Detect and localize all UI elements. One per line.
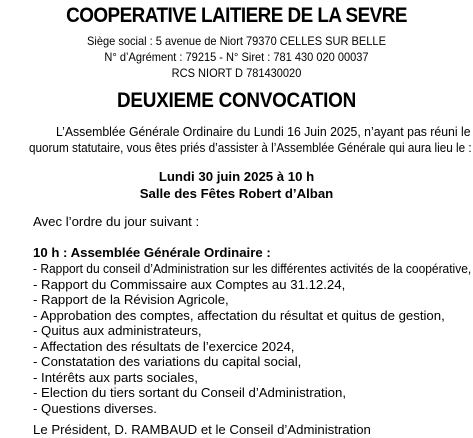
intro-line-2: quorum statutaire, vous êtes priés d’assister à l’Assemblée Générale qui aura lieu le : — [29, 140, 472, 155]
organization-name: COOPERATIVE LAITIERE DE LA SEVRE — [66, 4, 407, 27]
agenda-item: - Constatation des variations du capital social, — [33, 354, 302, 369]
agenda-item: - Rapport du conseil d’Administration sur les différentes activités de la coopérative, — [33, 261, 472, 276]
rcs-line: RCS NIORT D 781430020 — [171, 66, 302, 80]
signature: Le Président, D. RAMBAUD et le Conseil d’Administration — [33, 422, 371, 437]
agenda-item: - Rapport du Commissaire aux Comptes au 31.12.24, — [33, 276, 346, 292]
agenda-intro: Avec l’ordre du jour suivant : — [33, 214, 200, 229]
agenda-item: - Questions diverses. — [33, 400, 157, 416]
registration-line: N° d’Agrément : 79215 - N° Siret : 781 430 020 00037 — [104, 50, 369, 64]
notice-title: DEUXIEME CONVOCATION — [117, 89, 356, 112]
agenda-item: - Rapport de la Révision Agricole, — [33, 292, 229, 307]
intro-line-1: L’Assemblée Générale Ordinaire du Lundi 16 Juin 2025, n’ayant pas réuni le — [56, 124, 471, 139]
agenda-heading: 10 h : Assemblée Générale Ordinaire : — [33, 245, 271, 260]
meeting-venue: Salle des Fêtes Robert d’Alban — [139, 186, 334, 201]
head-office-line: Siège social : 5 avenue de Niort 79370 CELLES SUR BELLE — [87, 34, 386, 48]
agenda-item: - Approbation des comptes, affectation du résultat et quitus de gestion, — [33, 307, 445, 323]
agenda-item: - Affectation des résultats de l’exercice 2024, — [33, 338, 295, 354]
meeting-date-time: Lundi 30 juin 2025 à 10 h — [158, 169, 315, 184]
agenda-item: - Intérêts aux parts sociales, — [33, 369, 198, 385]
agenda-item: - Election du tiers sortant du Conseil d’Administration, — [33, 385, 346, 400]
agenda-item: - Quitus aux administrateurs, — [33, 323, 202, 338]
